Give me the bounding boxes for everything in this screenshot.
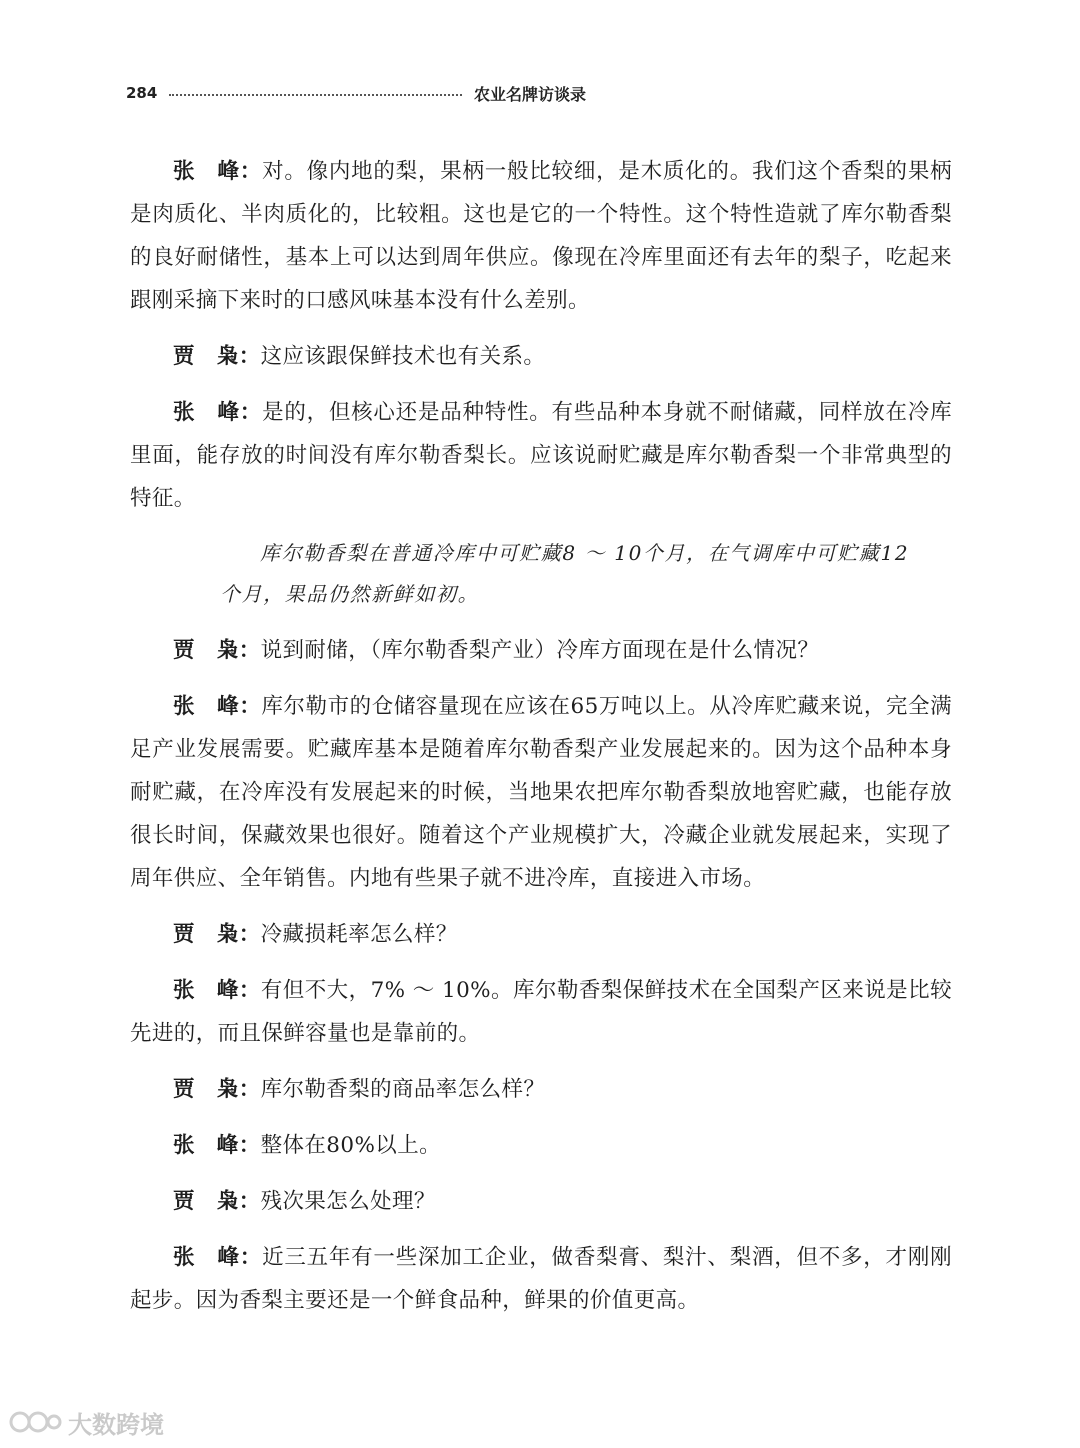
speaker-label: 张 峰： (173, 159, 263, 184)
dialogue-text: 有但不大，7% ～ 10%。库尔勒香梨保鲜技术在全国梨产区来说是比较先进的，而且保鲜容量也是靠前的。 (130, 978, 952, 1046)
speaker-label: 贾 枭： (173, 638, 261, 663)
speaker-label: 贾 枭： (173, 344, 261, 369)
dialogue-paragraph (130, 629, 952, 672)
book-title: 农业名牌访谈录 (473, 84, 586, 104)
page-body (130, 150, 952, 1335)
dialogue-paragraph (130, 685, 952, 900)
speaker-label: 张 峰： (173, 978, 261, 1003)
watermark-text: 大数跨境 (68, 1410, 164, 1439)
watermark (8, 1404, 164, 1440)
dialogue-text: 这应该跟保鲜技术也有关系。 (260, 344, 546, 369)
speaker-label: 张 峰： (173, 1245, 263, 1270)
watermark-logo-icon (8, 1407, 62, 1437)
dialogue-paragraph (130, 150, 952, 322)
dialogue-text: 残次果怎么处理？ (260, 1189, 436, 1214)
dialogue-paragraph (130, 1124, 952, 1167)
speaker-label: 张 峰： (173, 400, 263, 425)
dialogue-paragraph (130, 969, 952, 1055)
dialogue-text: 是的，但核心还是品种特性。有些品种本身就不耐储藏，同样放在冷库里面，能存放的时间没有库尔勒香梨长。应该说耐贮藏是库尔勒香梨一个非常典型的特征。 (130, 400, 952, 511)
dialogue-paragraph (130, 913, 952, 956)
speaker-label: 贾 枭： (173, 922, 261, 947)
page-number: 284 (126, 84, 158, 102)
dialogue-text: 整体在80%以上。 (260, 1133, 441, 1158)
dialogue-text: 冷藏损耗率怎么样？ (260, 922, 458, 947)
dialogue-text: 库尔勒市的仓储容量现在应该在65万吨以上。从冷库贮藏来说，完全满足产业发展需要。贮藏库基本是随着库尔勒香梨产业发展起来的。因为这个品种本身耐贮藏，在冷库没有发展起来的时候，当地果农把库尔勒香梨放地窖贮藏，也能存放很长时间，保藏效果也很好。随着这个产业规模扩大，冷藏企业就发展起来，实现了周年供应、全年销售。内地有些果子就不进冷库，直接进入市场。 (130, 694, 952, 891)
pull-quote: 库尔勒香梨在普通冷库中可贮藏8 ～ 10个月，在气调库中可贮藏12个月，果品仍然新鲜如初。 (220, 541, 910, 606)
speaker-label: 贾 枭： (173, 1189, 261, 1214)
dialogue-text: 近三五年有一些深加工企业，做香梨膏、梨汁、梨酒，但不多，才刚刚起步。因为香梨主要还是一个鲜食品种，鲜果的价值更高。 (130, 1245, 952, 1313)
dialogue-text: 说到耐储，（库尔勒香梨产业）冷库方面现在是什么情况？ (260, 638, 820, 663)
dialogue-paragraph (130, 1068, 952, 1111)
dialogue-text: 对。像内地的梨，果柄一般比较细，是木质化的。我们这个香梨的果柄是肉质化、半肉质化的，比较粗。这也是它的一个特性。这个特性造就了库尔勒香梨的良好耐储性，基本上可以达到周年供应。像现在冷库里面还有去年的梨子，吃起来跟刚采摘下来时的口感风味基本没有什么差别。 (130, 159, 952, 313)
dialogue-paragraph (130, 335, 952, 378)
header-leader-dots (169, 94, 462, 96)
dialogue-paragraph (130, 1180, 952, 1223)
dialogue-text: 库尔勒香梨的商品率怎么样？ (260, 1077, 546, 1102)
dialogue-paragraph (130, 391, 952, 520)
dialogue-paragraph (130, 1236, 952, 1322)
running-header (126, 78, 586, 108)
speaker-label: 贾 枭： (173, 1077, 261, 1102)
speaker-label: 张 峰： (173, 1133, 261, 1158)
speaker-label: 张 峰： (173, 694, 262, 719)
